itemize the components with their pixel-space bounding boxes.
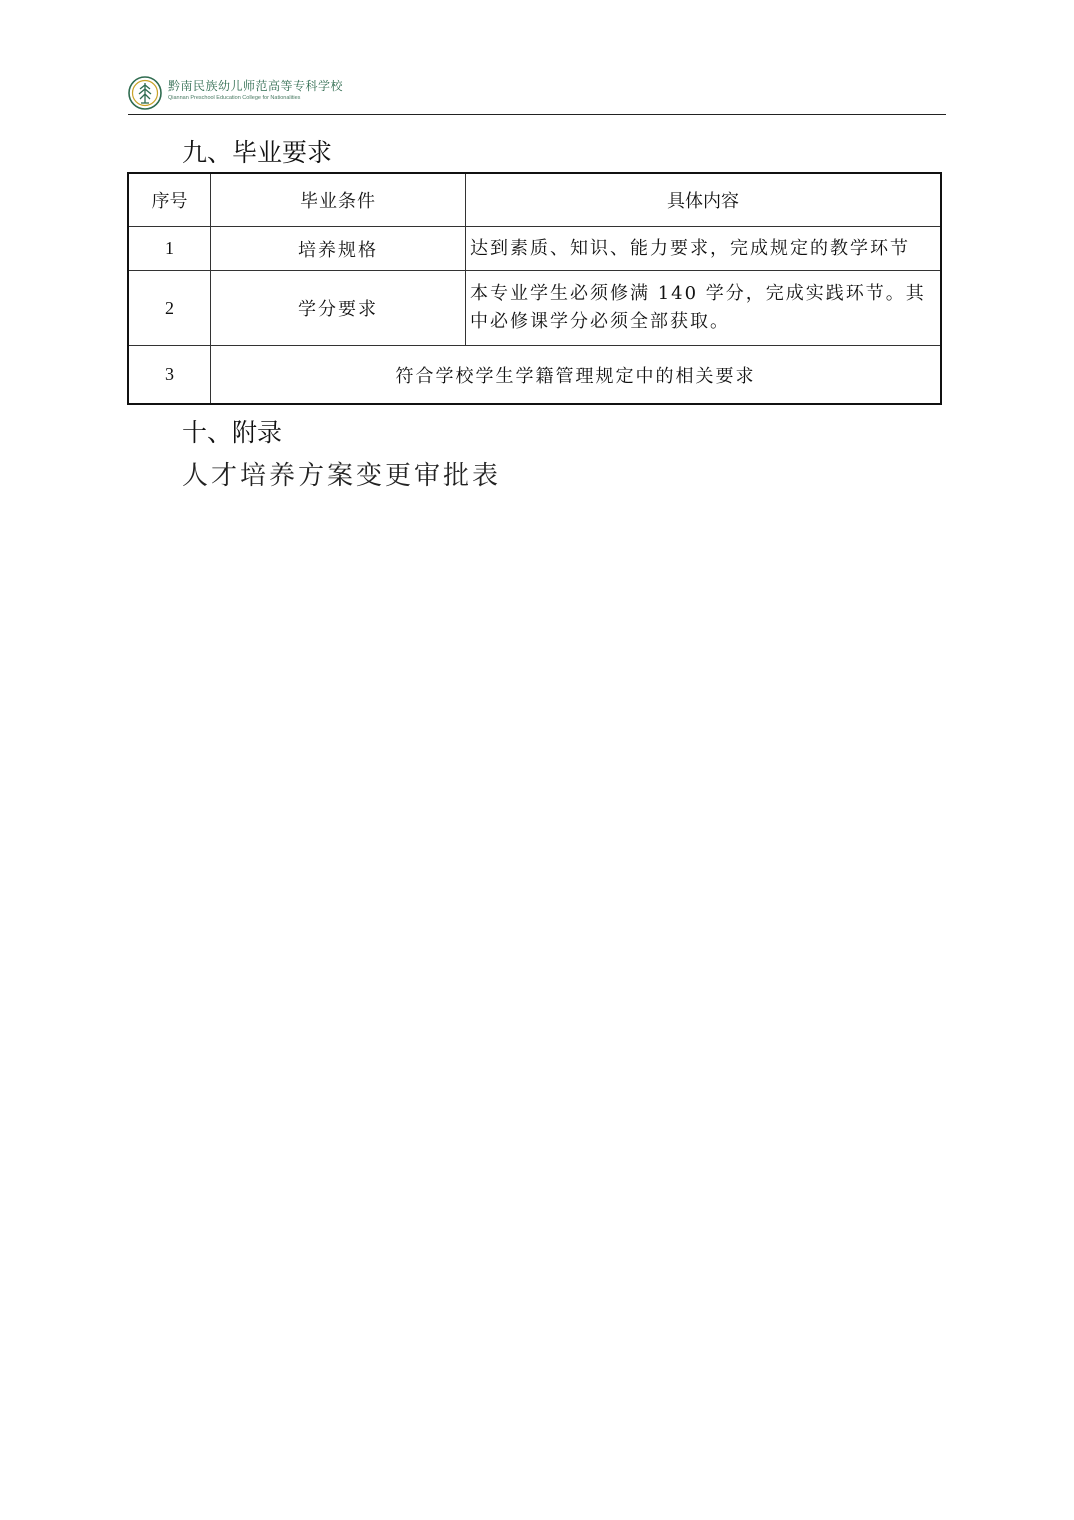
- header-detail: 具体内容: [466, 173, 942, 227]
- row-condition: 学分要求: [211, 271, 466, 346]
- table-header-row: [128, 173, 941, 227]
- row-condition: 培养规格: [211, 227, 466, 271]
- table-row: [128, 227, 941, 271]
- header-condition: 毕业条件: [211, 173, 466, 227]
- appendix-item: 人才培养方案变更审批表: [182, 461, 502, 491]
- table-row: [128, 346, 941, 405]
- school-logo-icon: [128, 76, 162, 110]
- row-detail: 达到素质、知识、能力要求，完成规定的教学环节: [466, 227, 942, 271]
- row-detail-merged: 符合学校学生学籍管理规定中的相关要求: [211, 346, 942, 405]
- page-header: [128, 72, 946, 115]
- section-title-graduation-requirements: 九、毕业要求: [182, 138, 333, 167]
- row-no: 1: [128, 227, 211, 271]
- section-title-appendix: 十、附录: [182, 418, 283, 447]
- row-detail: 本专业学生必须修满 140 学分，完成实践环节。其中必修课学分必须全部获取。: [466, 271, 942, 346]
- school-name-en: Qiannan Preschool Education College for Nationalities: [168, 95, 301, 101]
- row-no: 2: [128, 271, 211, 346]
- row-no: 3: [128, 346, 211, 405]
- graduation-requirements-table: [127, 172, 942, 405]
- school-logo-text: [168, 78, 343, 102]
- table-row: [128, 271, 941, 346]
- header-no: 序号: [128, 173, 211, 227]
- school-name-cn: 黔南民族幼儿师范高等专科学校: [168, 79, 344, 93]
